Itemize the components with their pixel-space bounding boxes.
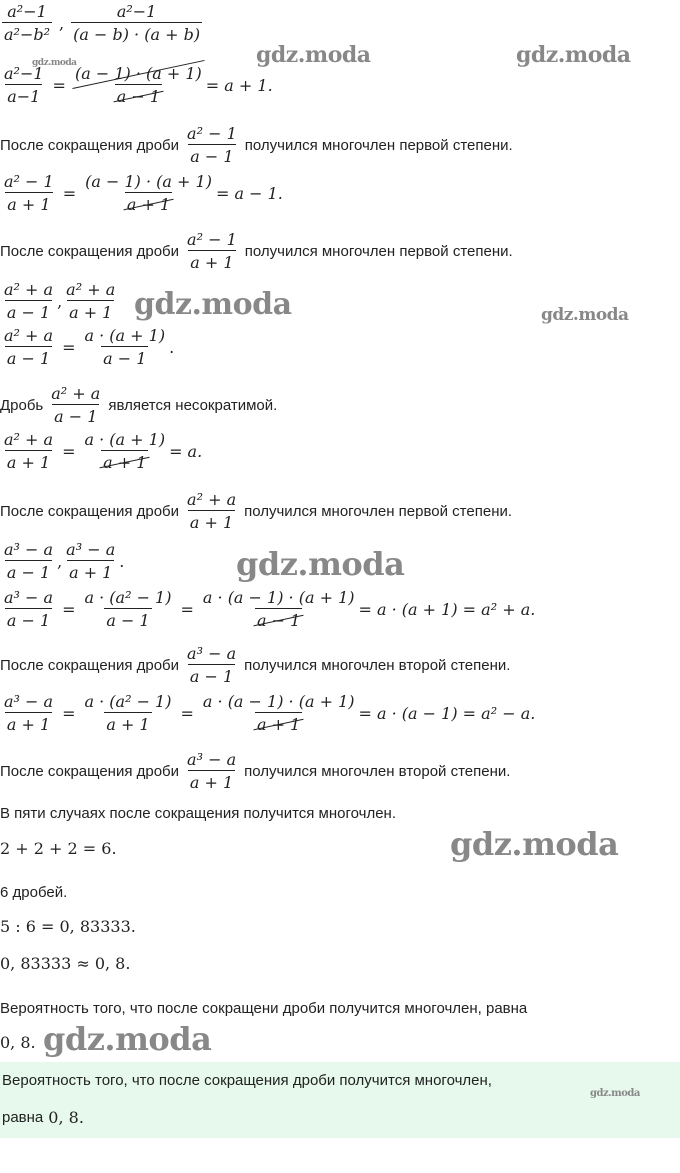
text-line-5 <box>0 644 510 686</box>
numerator: a · (a + 1) <box>84 430 166 449</box>
fraction <box>185 750 238 792</box>
denominator: a + 1 <box>67 300 114 322</box>
denominator: (a − b) · (a + b) <box>71 22 202 44</box>
text: равна <box>2 1109 44 1126</box>
watermark: gdz.moda <box>134 287 292 322</box>
text-line-3 <box>0 384 277 426</box>
fraction <box>201 692 357 734</box>
numerator: a³ − a <box>187 750 237 769</box>
math-line-7 <box>0 540 124 582</box>
answer-line-1: Вероятность того, что после сокращения дроби получится многочлен, <box>2 1072 492 1089</box>
equals: = <box>62 337 76 357</box>
numerator: a · (a² − 1) <box>84 588 172 607</box>
fraction <box>2 64 46 106</box>
fraction <box>82 326 167 368</box>
numerator: a² − 1 <box>187 124 237 143</box>
denominator: a − 1 <box>5 560 52 582</box>
text: получился многочлен первой степени. <box>244 136 513 154</box>
fraction <box>82 692 173 734</box>
fraction <box>2 2 52 44</box>
math-line-8 <box>0 588 535 630</box>
denominator: a + 1 <box>125 192 172 214</box>
text-line-1 <box>0 124 513 166</box>
denominator: a − 1 <box>52 404 99 426</box>
denominator: a + 1 <box>188 250 235 272</box>
denominator: a − 1 <box>255 608 302 630</box>
watermark: gdz.moda <box>590 1088 640 1099</box>
math-line-5 <box>0 326 174 368</box>
numerator: a²−1 <box>4 64 44 83</box>
denominator: a + 1 <box>188 770 235 792</box>
numerator: a² − 1 <box>187 230 237 249</box>
fraction <box>2 280 55 322</box>
watermark: gdz.moda <box>450 825 619 863</box>
fraction <box>185 124 239 166</box>
result: = a. <box>169 441 203 461</box>
fraction <box>73 64 204 106</box>
denominator: a−1 <box>5 84 42 106</box>
comma: , <box>57 291 63 311</box>
equals: = <box>62 183 77 203</box>
denominator: a²−b² <box>2 22 52 44</box>
fraction <box>64 540 117 582</box>
numerator: a² + a <box>4 430 54 449</box>
math-line-4 <box>0 280 119 322</box>
numerator: a² + a <box>66 280 116 299</box>
period: . <box>119 551 125 571</box>
numerator: a · (a² − 1) <box>84 692 172 711</box>
denominator: a − 1 <box>5 346 52 368</box>
comma: , <box>59 13 65 33</box>
denominator: a + 1 <box>101 450 148 472</box>
numerator: a³ − a <box>66 540 116 559</box>
equals: = <box>180 703 194 723</box>
text: После сокращения дроби <box>0 762 180 780</box>
text-line-9: Вероятность того, что после сокращени дроби получится многочлен, равна <box>0 1000 528 1017</box>
watermark: gdz.moda <box>43 1020 212 1058</box>
text: После сокращения дроби <box>0 136 180 154</box>
denominator: a + 1 <box>255 712 302 734</box>
denominator: a + 1 <box>67 560 114 582</box>
result: = a − 1. <box>215 183 283 203</box>
answer-value: 0, 8. <box>48 1108 84 1127</box>
fraction <box>82 588 173 630</box>
fraction <box>2 430 55 472</box>
numerator: (a − 1) · (a + 1) <box>85 172 212 191</box>
fraction <box>71 2 202 44</box>
fraction <box>49 384 102 426</box>
text: После сокращения дроби <box>0 242 180 260</box>
numerator: a³ − a <box>4 588 54 607</box>
text: является несократимой. <box>108 396 278 414</box>
fraction <box>83 172 214 214</box>
math-line-6 <box>0 430 202 472</box>
text: После сокращения дроби <box>0 502 180 520</box>
fraction <box>2 540 55 582</box>
result: = a · (a + 1) = a² + a. <box>358 599 536 619</box>
text-line-2 <box>0 230 513 272</box>
math-rounding: 0, 83333 ≈ 0, 8. <box>0 954 131 973</box>
comma: , <box>57 551 63 571</box>
math-line-3 <box>0 172 283 214</box>
denominator: a − 1 <box>101 346 148 368</box>
text: После сокращения дроби <box>0 656 180 674</box>
denominator: a + 1 <box>5 450 52 472</box>
result: = a · (a − 1) = a² − a. <box>358 703 536 723</box>
denominator: a + 1 <box>188 510 235 532</box>
numerator: a · (a + 1) <box>84 326 166 345</box>
math-line-9 <box>0 692 535 734</box>
text-line-7: В пяти случаях после сокращения получится многочлен. <box>0 805 397 822</box>
text: Дробь <box>0 396 44 414</box>
text: получился многочлен первой степени. <box>244 242 513 260</box>
fraction <box>64 280 117 322</box>
fraction <box>2 692 55 734</box>
numerator: a² + a <box>4 326 54 345</box>
denominator: a − 1 <box>104 608 151 630</box>
denominator: a − 1 <box>5 608 52 630</box>
watermark: gdz.moda <box>516 42 631 68</box>
math-sum: 2 + 2 + 2 = 6. <box>0 839 117 858</box>
numerator: a² + a <box>4 280 54 299</box>
fraction <box>185 230 239 272</box>
math-division: 5 : 6 = 0, 83333. <box>0 917 136 936</box>
text: получился многочлен первой степени. <box>244 502 513 520</box>
equals: = <box>52 75 66 95</box>
math-answer-value: 0, 8. <box>0 1033 36 1052</box>
numerator: a² − 1 <box>4 172 54 191</box>
answer-box <box>0 1062 680 1138</box>
equals: = <box>62 441 76 461</box>
denominator: a − 1 <box>188 144 235 166</box>
text-line-4 <box>0 490 512 532</box>
denominator: a − 1 <box>115 84 162 106</box>
fraction <box>82 430 167 472</box>
denominator: a − 1 <box>188 664 235 686</box>
equals: = <box>180 599 194 619</box>
denominator: a + 1 <box>5 712 52 734</box>
numerator: a² + a <box>187 490 237 509</box>
numerator: a²−1 <box>7 2 47 21</box>
denominator: a − 1 <box>5 300 52 322</box>
watermark: gdz.moda <box>236 545 405 583</box>
watermark: gdz.moda <box>256 42 371 68</box>
fraction <box>201 588 357 630</box>
numerator: a · (a − 1) · (a + 1) <box>202 692 355 711</box>
equals: = <box>62 599 76 619</box>
text: получился многочлен второй степени. <box>244 656 511 674</box>
answer-line-2 <box>2 1108 84 1127</box>
watermark: gdz.moda <box>32 58 77 68</box>
equals: = <box>62 703 76 723</box>
fraction <box>185 490 238 532</box>
text-line-8: 6 дробей. <box>0 884 68 901</box>
math-line-1 <box>0 2 204 44</box>
watermark: gdz.moda <box>541 305 629 325</box>
fraction <box>2 326 55 368</box>
text-line-6 <box>0 750 510 792</box>
numerator: a · (a − 1) · (a + 1) <box>202 588 355 607</box>
numerator: a³ − a <box>4 540 54 559</box>
fraction <box>2 588 55 630</box>
result: = a + 1. <box>205 75 273 95</box>
numerator: a³ − a <box>4 692 54 711</box>
numerator: a²−1 <box>116 2 157 21</box>
math-line-2 <box>0 64 273 106</box>
numerator: a³ − a <box>187 644 237 663</box>
fraction <box>2 172 56 214</box>
numerator: a² + a <box>51 384 101 403</box>
period: . <box>169 337 175 357</box>
text: получился многочлен второй степени. <box>244 762 511 780</box>
denominator: a + 1 <box>5 192 52 214</box>
fraction <box>185 644 238 686</box>
denominator: a + 1 <box>104 712 151 734</box>
numerator: (a − 1) · (a + 1) <box>74 64 202 83</box>
